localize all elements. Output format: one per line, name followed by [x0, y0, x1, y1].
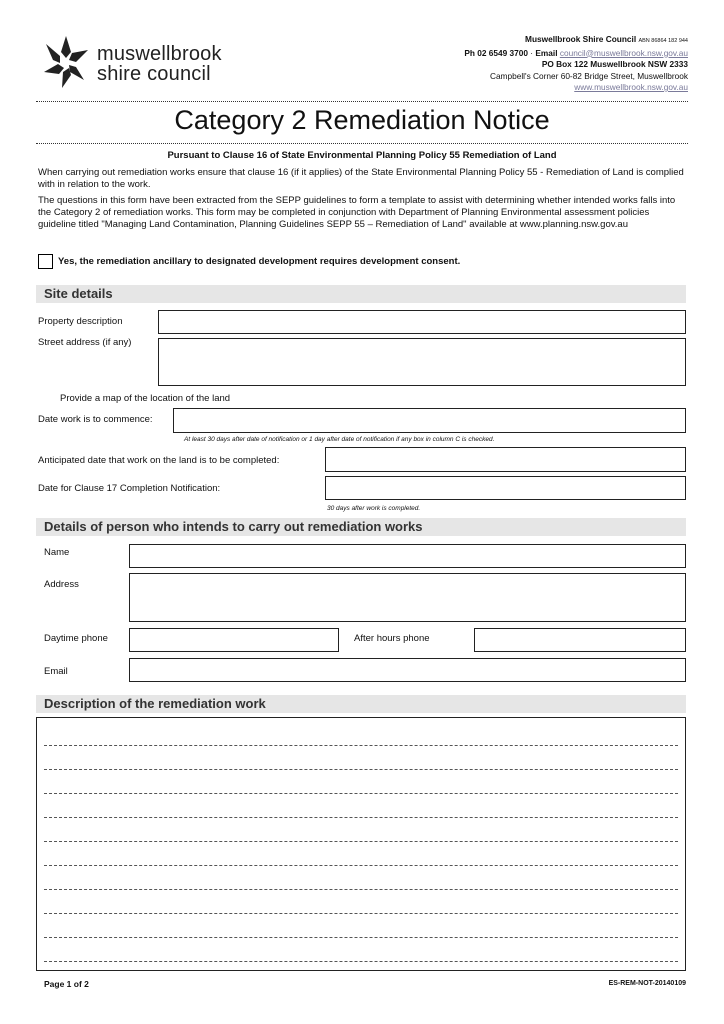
address-label: Address — [44, 579, 79, 590]
website-link[interactable]: www.muswellbrook.nsw.gov.au — [574, 82, 688, 92]
date-commence-label: Date work is to commence: — [38, 414, 153, 425]
after-hours-phone-field[interactable] — [474, 628, 686, 652]
abn: ABN 86864 182 944 — [638, 38, 688, 44]
council-name: Muswellbrook Shire Council — [525, 34, 637, 44]
description-writing-line — [44, 961, 678, 962]
street-address-field[interactable] — [158, 338, 686, 386]
clause17-label: Date for Clause 17 Completion Notification: — [38, 483, 221, 494]
description-field[interactable] — [36, 717, 686, 971]
name-field[interactable] — [129, 544, 686, 568]
description-writing-line — [44, 769, 678, 770]
logo-line-2: shire council — [97, 63, 211, 85]
description-writing-line — [44, 937, 678, 938]
consent-checkbox-label: Yes, the remediation ancillary to designated development requires development consent. — [58, 256, 461, 267]
header-divider — [36, 101, 688, 102]
property-description-label: Property description — [38, 316, 123, 327]
street-address: Campbell's Corner 60-82 Bridge Street, Muswellbrook — [489, 70, 688, 81]
date-commence-field[interactable] — [173, 408, 686, 433]
daytime-phone-label: Daytime phone — [44, 633, 108, 644]
after-hours-phone-label: After hours phone — [354, 633, 430, 644]
contact-block: Muswellbrook Shire Council ABN 86864 182 944 Ph 02 6549 3700 · Email council@muswellbrook.nsw.gov.au PO Box 122 Muswellbrook NSW 2333 Campbell's Corner 60-82 Bridge Street, Muswellbrook www.muswellbrook.nsw.gov.au — [464, 34, 688, 92]
address-field[interactable] — [129, 573, 686, 622]
description-writing-line — [44, 913, 678, 914]
description-writing-line — [44, 889, 678, 890]
site-details-section — [36, 285, 686, 303]
description-writing-line — [44, 745, 678, 746]
council-logo-text — [97, 44, 222, 84]
map-instruction: Provide a map of the location of the land — [60, 393, 231, 404]
page-number: Page 1 of 2 — [44, 979, 89, 989]
description-section — [36, 695, 686, 713]
email-field[interactable] — [129, 658, 686, 682]
description-writing-line — [44, 865, 678, 866]
date-commence-note: At least 30 days after date of notification or 1 day after date of notification if any box in column C is checked. — [184, 436, 495, 443]
form-code: ES-REM-NOT-20140109 — [608, 980, 686, 987]
property-description-field[interactable] — [158, 310, 686, 334]
clause17-field[interactable] — [325, 476, 686, 500]
council-logo-icon — [40, 34, 92, 90]
page-subtitle: Pursuant to Clause 16 of State Environmental Planning Policy 55 Remediation of Land — [167, 150, 557, 161]
person-section — [36, 518, 686, 536]
email-prefix: Email — [535, 47, 558, 58]
title-divider — [36, 143, 688, 144]
email-link[interactable]: council@muswellbrook.nsw.gov.au — [559, 47, 688, 58]
logo-line-1: muswellbrook — [97, 43, 222, 65]
site-details-heading: Site details — [44, 286, 113, 301]
description-heading: Description of the remediation work — [44, 696, 266, 711]
description-writing-line — [44, 817, 678, 818]
description-writing-line — [44, 841, 678, 842]
phone: Ph 02 6549 3700 — [464, 47, 528, 58]
page-title: Category 2 Remediation Notice — [174, 105, 550, 135]
email-label: Email — [44, 666, 68, 677]
intro-paragraph-2: The questions in this form have been extracted from the SEPP guidelines to form a template to assist with determining whether intended works falls into the Category 2 of remediation works. This form may be completed in conjunction with Department of Planning Environmental assessment policies guideline titled "Managing Land Contamination, Planning Guidelines SEPP 55 – Remediation of Land" available at www.planning.nsw.gov.au — [38, 195, 676, 230]
date-complete-label: Anticipated date that work on the land is to be completed: — [38, 455, 280, 466]
daytime-phone-field[interactable] — [129, 628, 339, 652]
date-complete-field[interactable] — [325, 447, 686, 472]
name-label: Name — [44, 547, 70, 558]
street-address-label: Street address (if any) — [38, 337, 132, 348]
clause17-note: 30 days after work is completed. — [327, 505, 421, 512]
intro-paragraph-1: When carrying out remediation works ensure that clause 16 (if it applies) of the State Environmental Planning Policy 55 - Remediation of Land is complied with in relation to the work. — [38, 167, 684, 190]
person-heading: Details of person who intends to carry out remediation works — [44, 519, 423, 534]
consent-checkbox[interactable] — [38, 254, 53, 269]
po-box: PO Box 122 Muswellbrook NSW 2333 — [541, 59, 688, 69]
description-writing-line — [44, 793, 678, 794]
